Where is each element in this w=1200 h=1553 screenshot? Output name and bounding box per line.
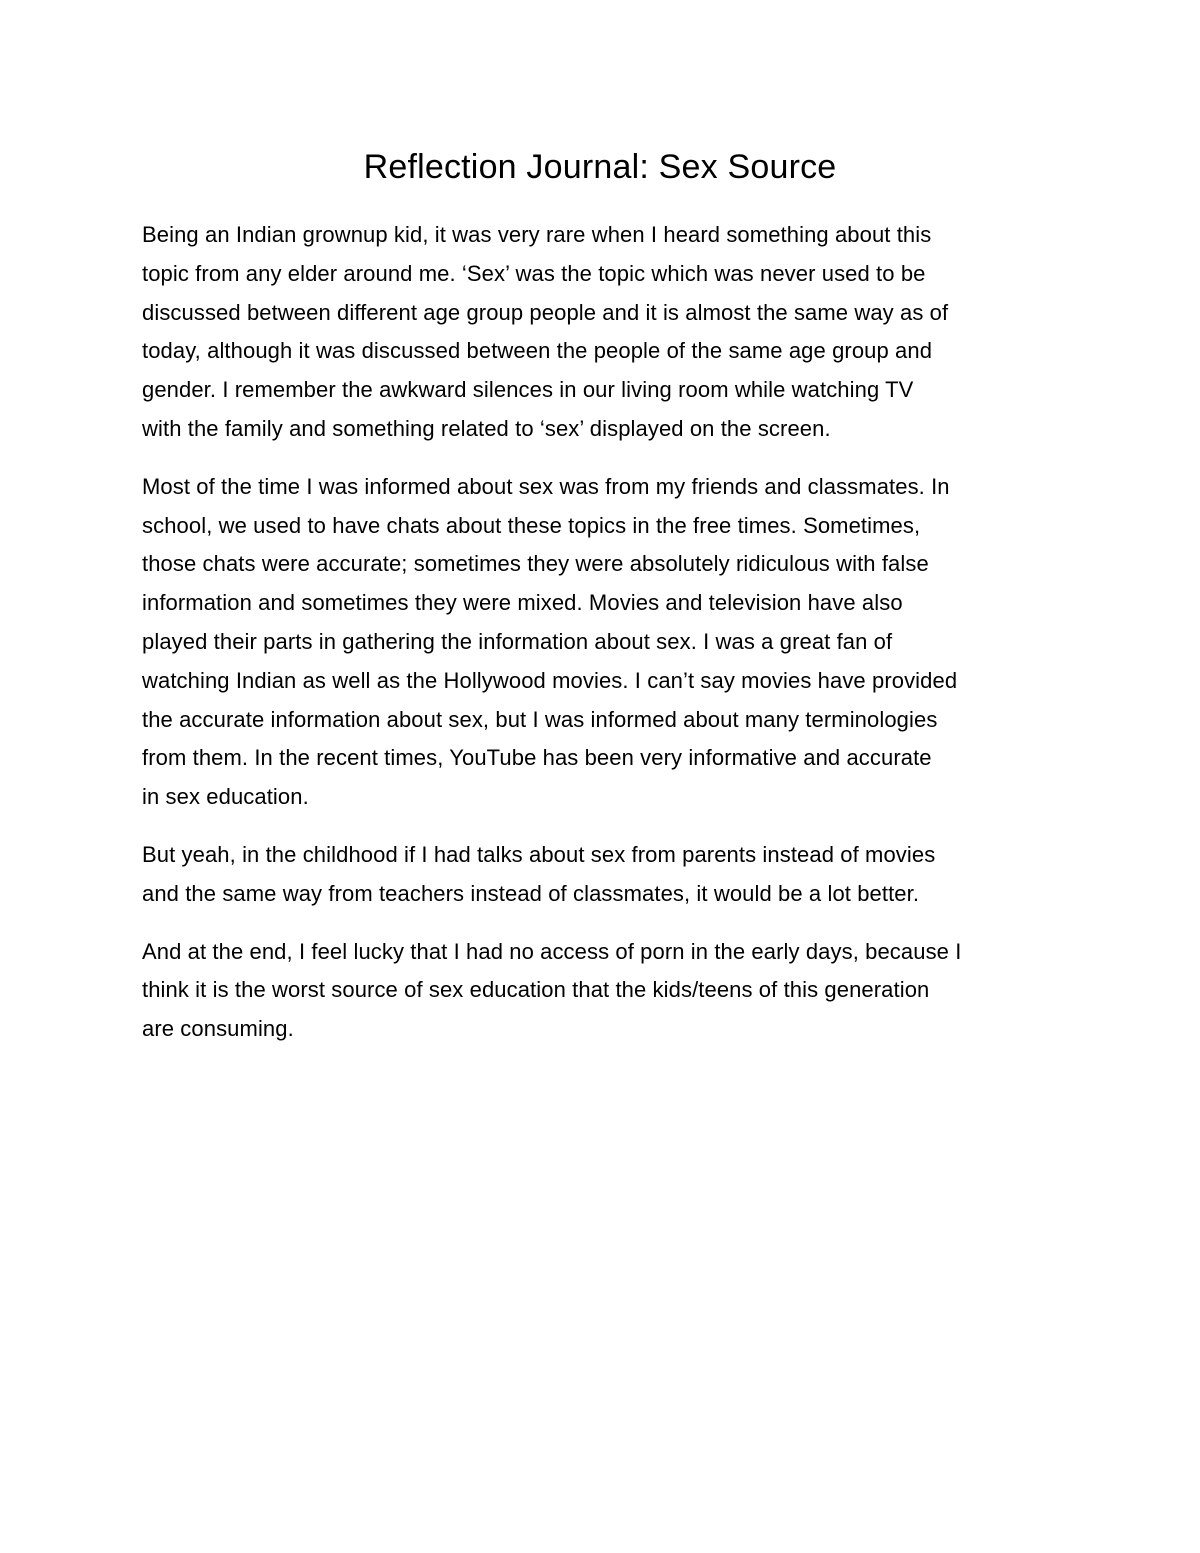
text-line: those chats were accurate; sometimes they were absolutely ridiculous with false [142, 551, 929, 577]
text-line: gender. I remember the awkward silences in our living room while watching TV [142, 377, 914, 403]
document-title: Reflection Journal: Sex Source [363, 148, 837, 186]
text-line: with the family and something related to ‘sex’ displayed on the screen. [142, 415, 831, 441]
text-line: information and sometimes they were mixed. Movies and television have also [142, 590, 903, 616]
text-line: Most of the time I was informed about sex was from my friends and classmates. In [142, 473, 950, 499]
text-line: the accurate information about sex, but I was informed about many terminologies [142, 706, 938, 732]
text-line: are consuming. [142, 1016, 294, 1042]
paragraph-4 [142, 933, 1067, 1049]
text-line: think it is the worst source of sex education that the kids/teens of this generation [142, 977, 930, 1003]
text-line: discussed between different age group people and it is almost the same way as of [142, 299, 949, 325]
paragraph-2 [142, 468, 1067, 817]
text-line: in sex education. [142, 784, 309, 810]
text-line: And at the end, I feel lucky that I had no access of porn in the early days, because I [142, 938, 962, 964]
text-line: played their parts in gathering the information about sex. I was a great fan of [142, 628, 893, 654]
document-body [142, 216, 1067, 1068]
text-line: But yeah, in the childhood if I had talks about sex from parents instead of movies [142, 841, 936, 867]
text-line: Being an Indian grownup kid, it was very rare when I heard something about this [142, 222, 932, 247]
text-line: school, we used to have chats about these topics in the free times. Sometimes, [142, 512, 921, 538]
text-line: from them. In the recent times, YouTube has been very informative and accurate [142, 745, 932, 771]
text-line: watching Indian as well as the Hollywood movies. I can’t say movies have provided [142, 667, 958, 693]
text-line: topic from any elder around me. ‘Sex’ was the topic which was never used to be [142, 260, 926, 286]
text-line: today, although it was discussed between the people of the same age group and [142, 338, 933, 364]
paragraph-1 [142, 216, 1067, 449]
text-line: and the same way from teachers instead of classmates, it would be a lot better. [142, 880, 920, 906]
paragraph-3 [142, 836, 1067, 914]
